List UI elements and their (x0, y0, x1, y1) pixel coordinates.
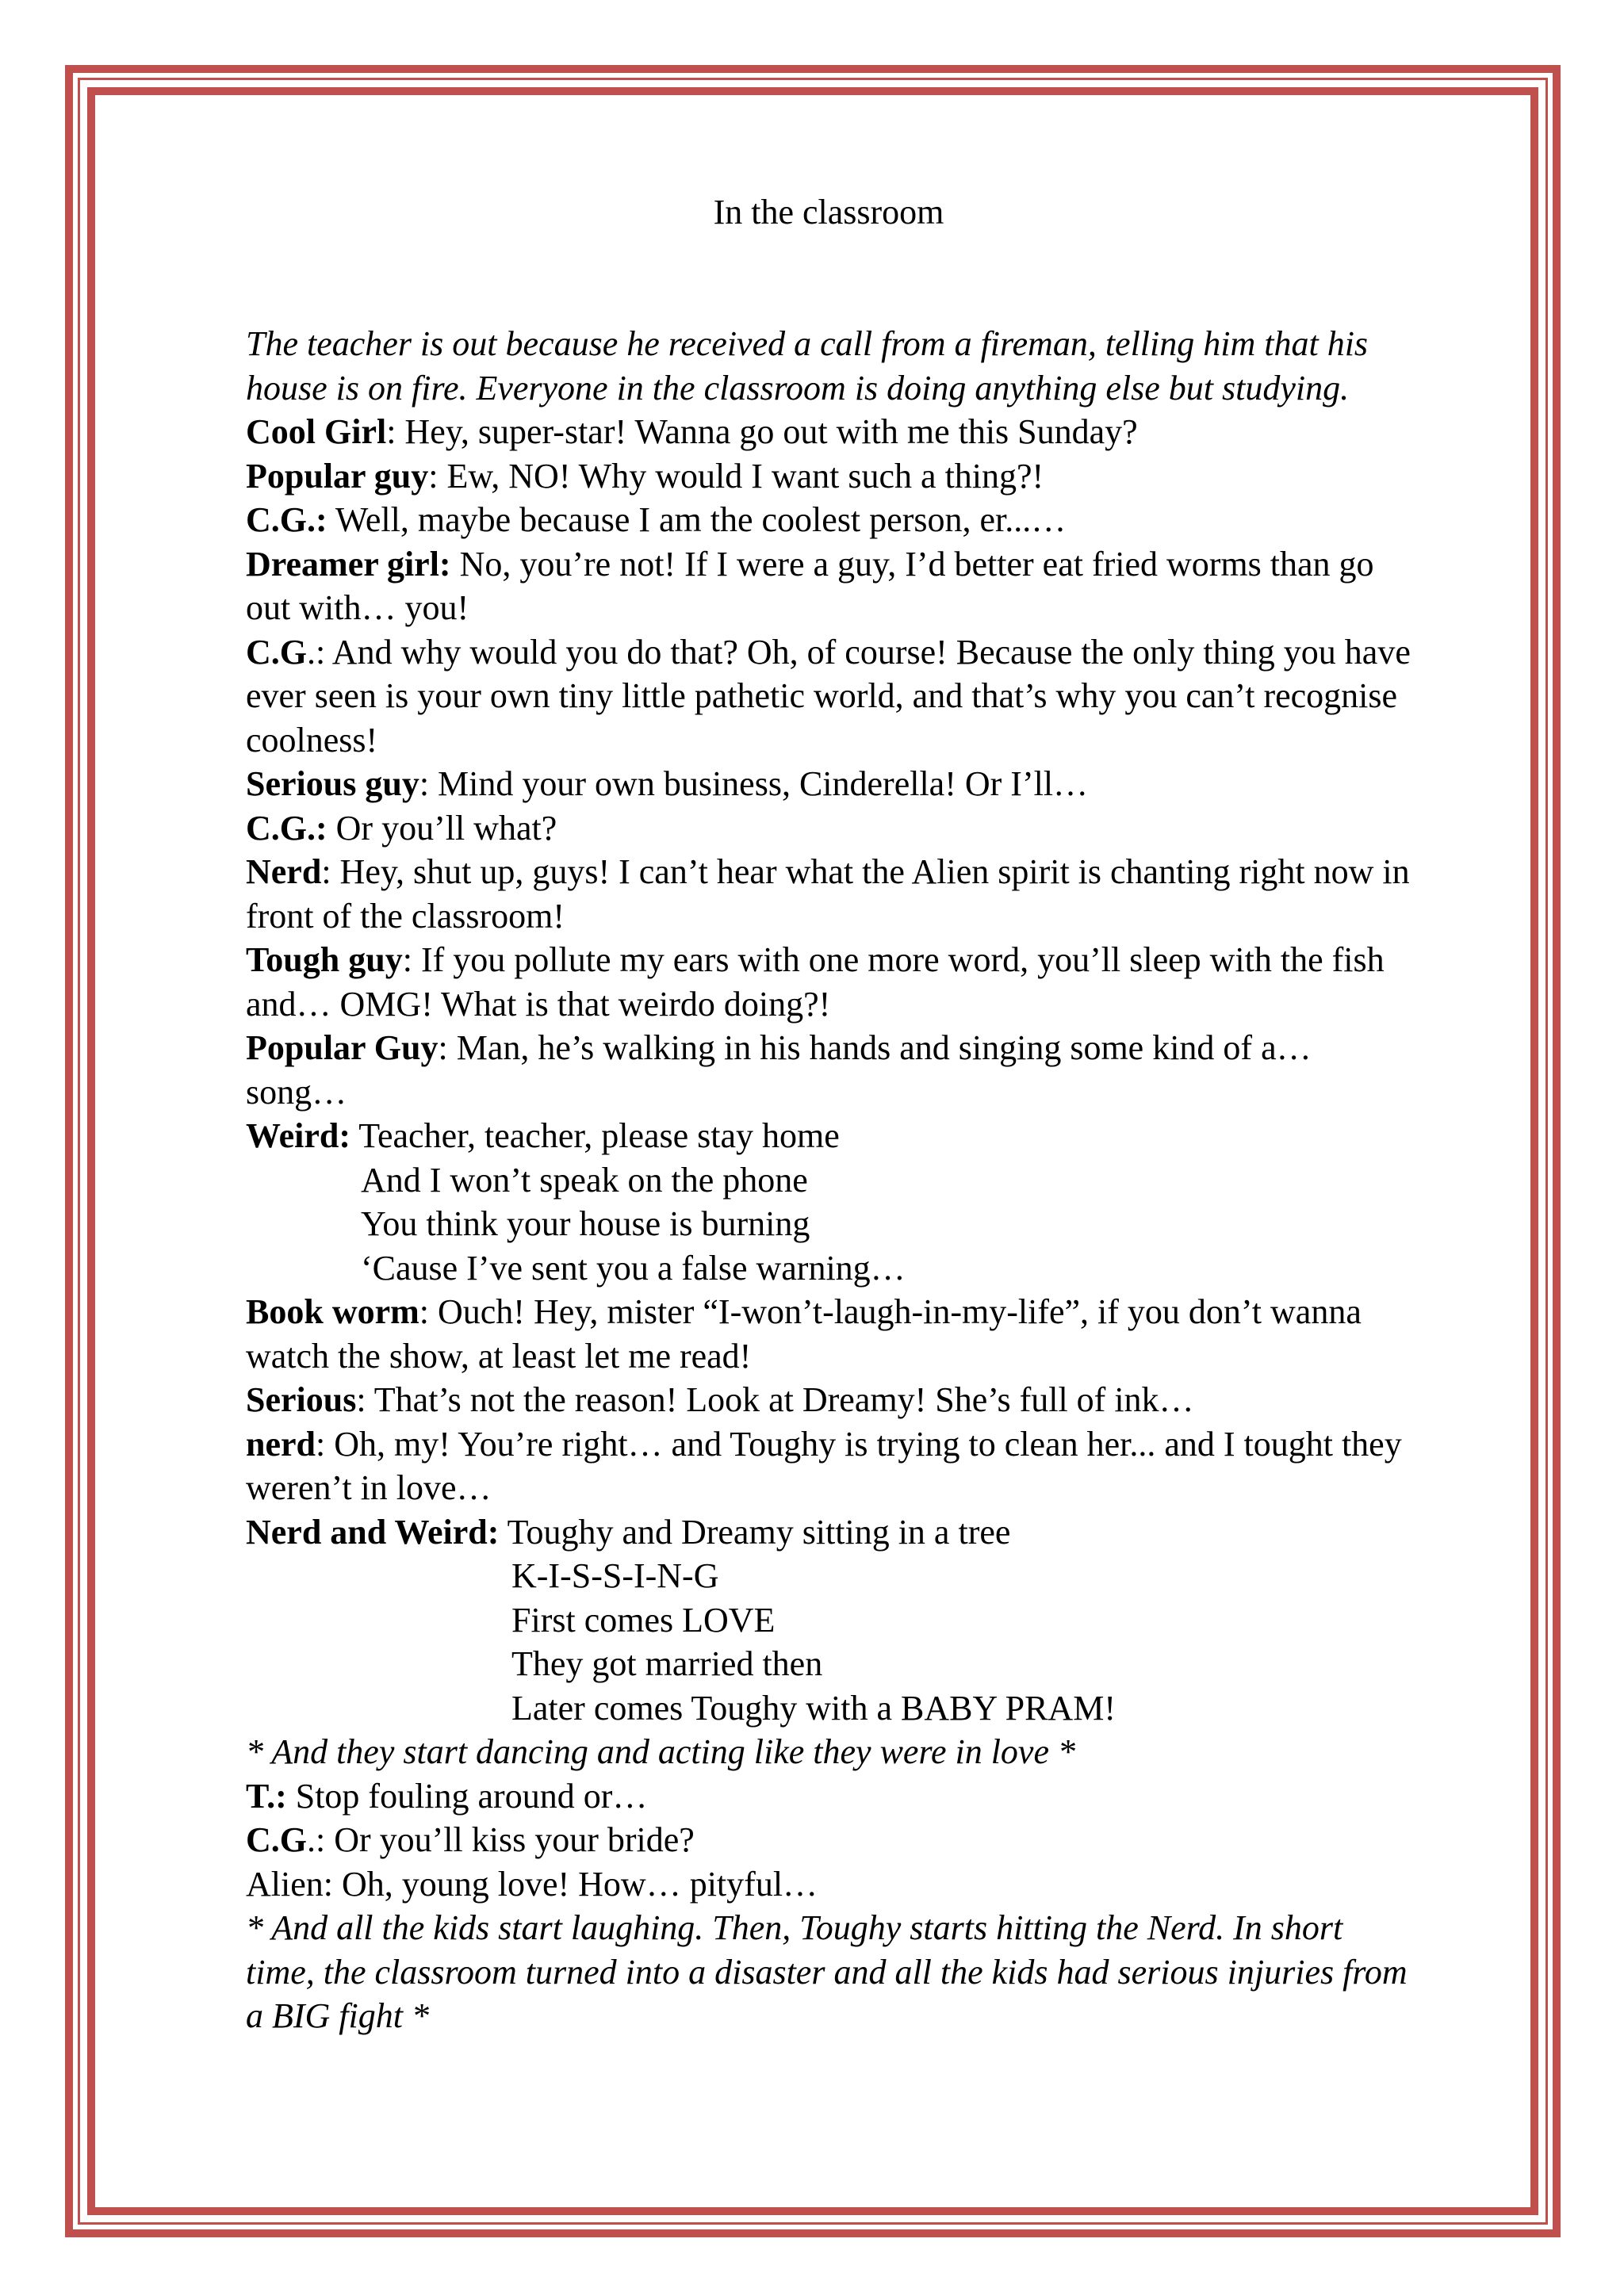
song-line: First comes LOVE (511, 1600, 776, 1640)
dialogue-text: : Ouch! Hey, mister “I-won’t-laugh-in-my-life”, if you don’t wanna watch the show, at least let me read! (246, 1292, 1362, 1376)
dialogue-line (246, 1818, 1411, 1862)
dialogue-line (246, 1510, 1411, 1555)
dialogue-line (246, 1378, 1411, 1422)
song-line: ‘Cause I’ve sent you a false warning… (361, 1248, 906, 1288)
dialogue-text: : Mind your own business, Cinderella! Or I’ll… (419, 764, 1089, 803)
song-line: Later comes Toughy with a BABY PRAM! (511, 1688, 1116, 1728)
dialogue-line (246, 1026, 1411, 1114)
dialogue-line (246, 1290, 1411, 1378)
dialogue-line (246, 1774, 1411, 1819)
dialogue-line (246, 410, 1411, 454)
closing-stage-direction: * And all the kids start laughing. Then, Toughy starts hitting the Nerd. In short time, the classroom turned into a disaster and all the kids had serious injuries from a BIG fight * (246, 1908, 1408, 2035)
speaker-name: Popular Guy (246, 1028, 439, 1067)
speaker-name: C.G (246, 1820, 307, 1859)
dialogue-line (246, 454, 1411, 499)
speaker-name: Nerd and Weird: (246, 1512, 500, 1552)
speaker-name: nerd (246, 1424, 316, 1464)
dialogue-text: : That’s not the reason! Look at Dreamy! She’s full of ink… (356, 1380, 1194, 1419)
dialogue-text: : Man, he’s walking in his hands and singing some kind of a… song… (246, 1028, 1312, 1112)
dialogue-text: : Hey, shut up, guys! I can’t hear what the Alien spirit is chanting right now in front of the classroom! (246, 852, 1410, 936)
song-line: K-I-S-S-I-N-G (511, 1556, 719, 1595)
speaker-name: Popular guy (246, 456, 429, 496)
speaker-name: Weird: (246, 1116, 350, 1155)
title-spacer (246, 235, 1411, 322)
dialogue-line (246, 498, 1411, 542)
dialogue-text: .: Or you’ll kiss your bride? (307, 1820, 695, 1859)
dialogue-text: : Oh, my! You’re right… and Toughy is trying to clean her... and I tought they weren’t in love… (246, 1424, 1402, 1507)
dialogue-text: : Hey, super-star! Wanna go out with me this Sunday? (386, 412, 1138, 451)
dialogue-text: Toughy and Dreamy sitting in a tree (499, 1512, 1011, 1552)
dialogue-line (246, 762, 1411, 806)
speaker-name: C.G (246, 632, 307, 672)
dialogue-line (246, 1114, 1411, 1158)
intro-stage-direction: The teacher is out because he received a call from a fireman, telling him that his house is on fire. Everyone in the classroom is doing anything else but studying. (246, 324, 1369, 408)
script-content (246, 190, 1411, 2038)
dialogue-text: Stop fouling around or… (286, 1776, 648, 1816)
dialogue-text: .: And why would you do that? Oh, of course! Because the only thing you have ever seen is your own tiny little pathetic world, and that’s why you can’t recognise coolness! (246, 632, 1411, 760)
dialogue-text: No, you’re not! If I were a guy, I’d better eat fried worms than go out with… you! (246, 544, 1374, 627)
speaker-name: Serious guy (246, 764, 419, 803)
speaker-name: Serious (246, 1380, 357, 1419)
speaker-name: Book worm (246, 1292, 419, 1331)
dialogue-text: Teacher, teacher, please stay home (350, 1116, 840, 1155)
speaker-name: Nerd (246, 852, 322, 891)
dialogue-text: : If you pollute my ears with one more word, you’ll sleep with the fish and… OMG! What is that weirdo doing?! (246, 940, 1385, 1024)
speaker-name: Tough guy (246, 940, 403, 979)
dialogue-text: Well, maybe because I am the coolest person, er...… (327, 500, 1067, 539)
speaker-name: C.G.: (246, 808, 327, 848)
dialogue-line (246, 938, 1411, 1026)
dialogue-line (246, 542, 1411, 630)
dialogue-text: Alien: Oh, young love! How… pityful… (246, 1864, 818, 1904)
stage-direction: * And they start dancing and acting like they were in love * (246, 1732, 1075, 1771)
speaker-name: C.G.: (246, 500, 327, 539)
speaker-name: T.: (246, 1776, 287, 1816)
dialogue-text: Or you’ll what? (327, 808, 557, 848)
dialogue-text: : Ew, NO! Why would I want such a thing?! (428, 456, 1044, 496)
dialogue-line (246, 806, 1411, 851)
dialogue-line (246, 850, 1411, 938)
song-line: They got married then (511, 1644, 823, 1683)
dialogue-line (246, 630, 1411, 763)
dialogue-line (246, 1862, 1411, 1907)
page-title: In the classroom (713, 193, 944, 232)
speaker-name: Cool Girl (246, 412, 387, 451)
speaker-name: Dreamer girl: (246, 544, 451, 584)
song-line: And I won’t speak on the phone (361, 1160, 808, 1200)
song-line: You think your house is burning (361, 1204, 810, 1243)
dialogue-line (246, 1422, 1411, 1510)
